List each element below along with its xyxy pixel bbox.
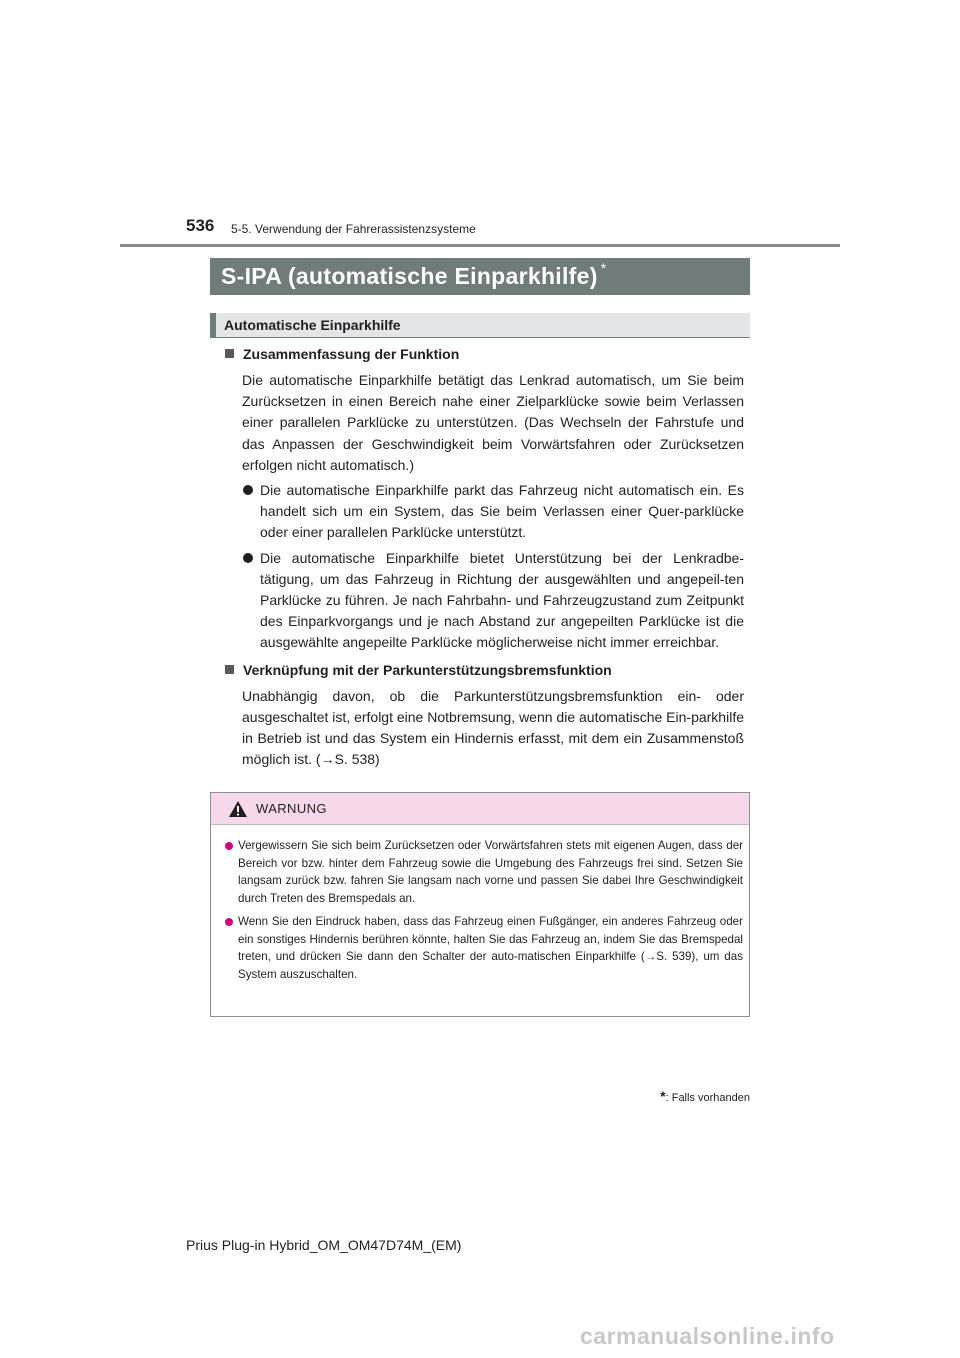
warning-item [225,913,743,983]
brake-link-block [224,660,744,771]
bullet-dot-icon [243,485,253,495]
section-subheading: Automatische Einparkhilfe [210,313,750,338]
warning-item-text: Vergewissern Sie sich beim Zurücksetzen oder Vorwärtsfahren stets mit eigenen Augen, dass der Bereich vor bzw. hinter dem Fahrzeug sowie die Umgebung des Fahrzeugs frei sind. Setzen Sie langsam zurück bzw. fahren Sie langsam nach vorne und passen Sie dabei Ihre Geschwindigkeit durch Treten des Bremspedals an. [238,839,743,905]
warning-label: WARNUNG [256,801,327,816]
block-heading [224,660,744,680]
page-title [210,258,750,295]
page-number: 536 [186,216,215,235]
list-item-text: Die automatische Einparkhilfe bietet Unterstützung bei der Lenkradbe-tätigung, um das Fahrzeug in Richtung der ausgewählten und angepeil-ten Parklücke zu führen. Je nach Fahrbahn- und Fahrzeugzustand zum Zeitpunkt des Einparkvorgangs und je nach Abstand zur angepeilten Parklücke ist die ausgewählte angepeilte Parklücke möglicherweise nicht immer erreichbar. [260,549,744,651]
warning-header [211,793,749,825]
warning-list [211,825,749,983]
bullet-dot-icon [225,918,233,926]
warning-triangle-icon [228,800,248,818]
block-heading-text: Verknüpfung mit der Parkunterstützungsbremsfunktion [243,661,612,678]
page-title-text: S-IPA (automatische Einparkhilfe) [221,263,598,289]
section-breadcrumb: 5-5. Verwendung der Fahrerassistenzsysteme [231,222,476,236]
square-bullet-icon [225,665,234,674]
content-body [224,344,744,770]
warning-item-text: Wenn Sie den Eindruck haben, dass das Fahrzeug einen Fußgänger, ein anderes Fahrzeug oder ein sonstiges Hindernis berühren könnte, halten Sie das Fahrzeug an, indem Sie das Bremspedal treten, und drücken Sie dann den Schalter der auto-matischen Einparkhilfe (→S. 539), um das System auszuschalten. [238,915,743,981]
asterisk-mark: * [600,259,607,276]
watermark: carmanualsonline.info [580,1323,835,1349]
warning-box [210,792,750,1017]
square-bullet-icon [225,349,234,358]
paragraph: Unabhängig davon, ob die Parkunterstützungsbremsfunktion ein- oder ausgeschaltet ist, erfolgt eine Notbremsung, wenn die automatische Ein-parkhilfe in Betrieb ist und das System ein Hindernis erfasst, mit dem ein Zusammenstoß möglich ist. (→S. 538) [242,687,744,768]
bullet-dot-icon [225,842,233,850]
warning-item [225,837,743,907]
asterisk-mark: * [660,1088,666,1104]
paragraph: Die automatische Einparkhilfe betätigt das Lenkrad automatisch, um Sie beim Zurücksetzen in einen Bereich nahe einer Zielparklücke sowie beim Verlassen einer parallelen Parklücke zu unterstützen. (Das Wechseln der Fahrstufe und das Anpassen der Geschwindigkeit beim Vorwärtsfahren oder Zurücksetzen erfolgen nicht automatisch.) [242,372,744,473]
list-item-text: Die automatische Einparkhilfe parkt das Fahrzeug nicht automatisch ein. Es handelt sich um ein System, das Sie beim Verlassen einer Quer-parklücke oder einer parallelen Parklücke unterstützt. [260,482,744,541]
list-item [242,548,744,654]
footnote-text: : Falls vorhanden [665,1092,750,1104]
list-item [242,480,744,544]
footer-model-code: Prius Plug-in Hybrid_OM_OM47D74M_(EM) [186,1237,462,1253]
block-heading-text: Zusammenfassung der Funktion [243,346,460,362]
footnote [600,1088,750,1104]
bullet-dot-icon [243,553,253,563]
header-divider [120,244,840,247]
block-heading [224,344,744,364]
function-summary-block [224,344,744,654]
